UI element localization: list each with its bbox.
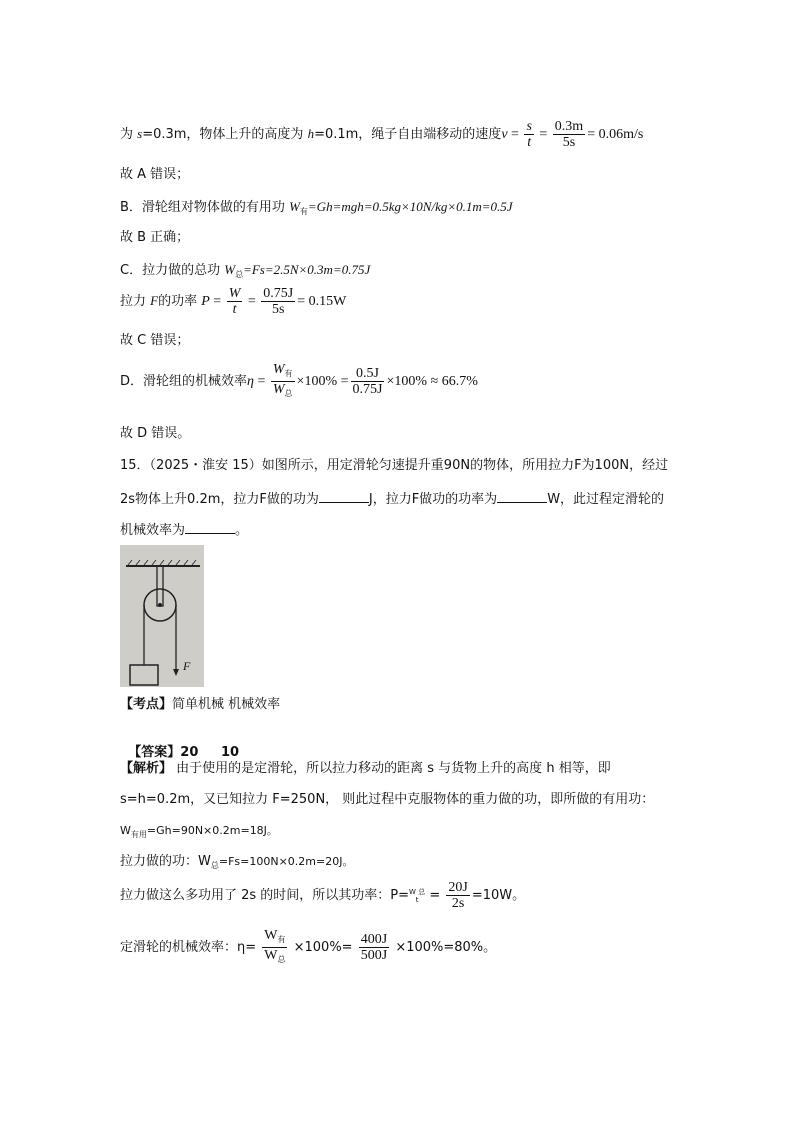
line-d-wrong bbox=[120, 426, 190, 442]
equals: = bbox=[425, 888, 445, 903]
text: B．滑轮组对物体做的有用功 bbox=[120, 200, 290, 215]
denominator: t bbox=[415, 895, 419, 904]
var-p: P bbox=[201, 294, 210, 309]
numerator: W 总 bbox=[409, 887, 426, 896]
result: = 0.15W bbox=[297, 294, 347, 309]
text: J，拉力F做功的功率为 bbox=[368, 492, 498, 507]
fraction-values bbox=[359, 932, 389, 963]
result: ×100%=80%。 bbox=[395, 940, 497, 955]
numerator: 0.5J bbox=[351, 366, 385, 382]
denominator: t bbox=[232, 302, 237, 317]
fraction-w-ratio bbox=[271, 362, 295, 401]
line-b-useful-work bbox=[120, 199, 513, 220]
numerator: s bbox=[526, 119, 532, 134]
fraction-values bbox=[261, 286, 295, 317]
subscript: 有 bbox=[277, 935, 286, 944]
text: 故 A 错误； bbox=[120, 167, 190, 182]
text: 拉力做的功：W bbox=[120, 854, 211, 869]
var-s: s bbox=[137, 126, 143, 141]
text: 故 C 错误； bbox=[120, 333, 190, 348]
text: 机械效率为 bbox=[120, 523, 186, 538]
question-15-line2 bbox=[120, 490, 664, 508]
subscript: 有用 bbox=[130, 830, 147, 839]
analysis-line4 bbox=[120, 854, 353, 874]
line-a-wrong bbox=[120, 167, 189, 183]
denominator: 2s bbox=[451, 896, 465, 911]
text: D．滑轮组的机械效率 bbox=[120, 374, 248, 389]
line-c-wrong bbox=[120, 333, 189, 349]
text: 故 B 正确； bbox=[120, 230, 190, 245]
numerator: 400J bbox=[360, 932, 388, 947]
answer-tag: 【答案】 bbox=[128, 745, 181, 760]
text: =Gh=90N×0.2m=18J。 bbox=[146, 824, 278, 837]
formula: =Fs=2.5N×0.3m=0.75J bbox=[243, 262, 371, 277]
text: =0.1m，绳子自由端移动的速度 bbox=[314, 127, 502, 142]
subscript: 总 bbox=[210, 861, 219, 870]
text: 。 bbox=[235, 523, 249, 538]
kaodian-text: 简单机械 机械效率 bbox=[172, 697, 281, 712]
numerator: W bbox=[264, 928, 278, 943]
result: =10W。 bbox=[471, 888, 526, 903]
text: 2s物体上升0.2m，拉力F做的功为 bbox=[120, 492, 319, 507]
text: 定滑轮的机械效率：η= bbox=[120, 940, 261, 955]
subscript: 总 bbox=[284, 389, 293, 398]
line-efficiency: D．滑轮组的机械效率η = $\frac{W_有}{W_总}$ ×100% = $\frac{0.5J}{0.75J}$ ×100% ≈ 66.7% bbox=[120, 362, 478, 401]
denominator: 500J bbox=[360, 948, 388, 963]
text: W bbox=[120, 824, 131, 837]
numerator: 0.3m bbox=[554, 119, 584, 134]
denominator: 0.75J bbox=[352, 382, 383, 397]
kaodian-line bbox=[120, 697, 280, 713]
fraction-values bbox=[351, 366, 385, 397]
fraction-w-over-t bbox=[227, 286, 243, 317]
analysis-line3 bbox=[120, 823, 278, 843]
kaodian-tag: 【考点】 bbox=[120, 697, 173, 712]
text: C．拉力做的总功 bbox=[120, 263, 225, 278]
answer-line bbox=[120, 729, 239, 761]
subscript: 有 bbox=[284, 369, 293, 378]
var-w: W bbox=[224, 262, 236, 277]
line-b-correct bbox=[120, 230, 189, 246]
text: 的功率 bbox=[158, 294, 202, 309]
analysis-line5 bbox=[120, 880, 525, 911]
analysis-line6 bbox=[120, 928, 496, 967]
denominator: W bbox=[272, 382, 285, 397]
answer-blank bbox=[319, 490, 369, 503]
result: = 0.06m/s bbox=[587, 127, 644, 142]
denominator: 5s bbox=[272, 302, 285, 317]
text: 为 bbox=[120, 127, 138, 142]
line-power: 拉力 F的功率 P = $\frac{W}{t}$ = $\frac{0.75J}{5s}$ = 0.15W bbox=[120, 286, 347, 317]
pulley-figure bbox=[120, 545, 204, 687]
result: ×100% ≈ 66.7% bbox=[386, 374, 478, 389]
analysis-line2 bbox=[120, 792, 654, 808]
text: 拉力 bbox=[120, 294, 151, 309]
answer-blank bbox=[185, 521, 235, 534]
var-w: W bbox=[289, 199, 300, 214]
fraction-w-ratio bbox=[262, 928, 287, 967]
var-eta: η bbox=[247, 374, 254, 389]
subscript: 总 bbox=[235, 270, 244, 279]
text: 拉力做这么多功用了 2s 的时间，所以其功率：P= bbox=[120, 888, 410, 903]
subscript: 有 bbox=[299, 207, 308, 216]
multiplier: ×100%= bbox=[293, 940, 353, 955]
text: s=h=0.2m，又已知拉力 F=250N， 则此过程中克服物体的重力做的功，即所做的有用功： bbox=[120, 792, 655, 807]
denominator: 5s bbox=[562, 135, 576, 150]
equals: = bbox=[507, 127, 523, 142]
var-v: v bbox=[501, 127, 508, 142]
fraction-values bbox=[446, 880, 469, 911]
analysis-line1 bbox=[120, 761, 611, 777]
answer-blank bbox=[497, 490, 547, 503]
numerator: W bbox=[228, 286, 241, 301]
text: W，此过程定滑轮的 bbox=[547, 492, 665, 507]
denominator: t bbox=[527, 135, 532, 150]
text: 由于使用的是定滑轮，所以拉力移动的距离 s 与货物上升的高度 h 相等，即 bbox=[172, 761, 611, 776]
var-f: F bbox=[150, 293, 159, 308]
subscript: 总 bbox=[277, 955, 286, 964]
question-15-line3 bbox=[120, 521, 248, 539]
line-speed: 为 s=0.3m，物体上升的高度为 h=0.1m，绳子自由端移动的速度v = $\frac{s}{t}$ = $\frac{0.3m}{5s}$ = 0.06m/s bbox=[120, 119, 644, 150]
analysis-tag: 【解析】 bbox=[120, 761, 173, 776]
text: 故 D 错误。 bbox=[120, 426, 191, 441]
formula: =Gh=mgh=0.5kg×10N/kg×0.1m=0.5J bbox=[307, 199, 513, 214]
var-h: h bbox=[307, 126, 315, 141]
numerator: 0.75J bbox=[263, 286, 294, 301]
fraction-s-over-t bbox=[524, 119, 533, 150]
text: =Fs=100N×0.2m=20J。 bbox=[218, 855, 354, 868]
line-c-total-work bbox=[120, 262, 370, 283]
multiplier: ×100% = bbox=[296, 374, 349, 389]
numerator: 20J bbox=[448, 880, 468, 895]
text: =0.3m，物体上升的高度为 bbox=[142, 127, 308, 142]
answer-text: 20 10 bbox=[180, 745, 240, 760]
denominator: W bbox=[264, 948, 278, 963]
fraction-values bbox=[553, 119, 585, 150]
tiny-fraction bbox=[409, 888, 425, 904]
numerator: W bbox=[272, 362, 285, 377]
text: 15．（2025・淮安 15）如图所示，用定滑轮匀速提升重90N的物体，所用拉力F为100N，经过 bbox=[120, 458, 669, 473]
force-label: F bbox=[183, 659, 191, 673]
question-15-line1 bbox=[120, 458, 668, 474]
fixed-pulley-diagram bbox=[120, 545, 204, 687]
